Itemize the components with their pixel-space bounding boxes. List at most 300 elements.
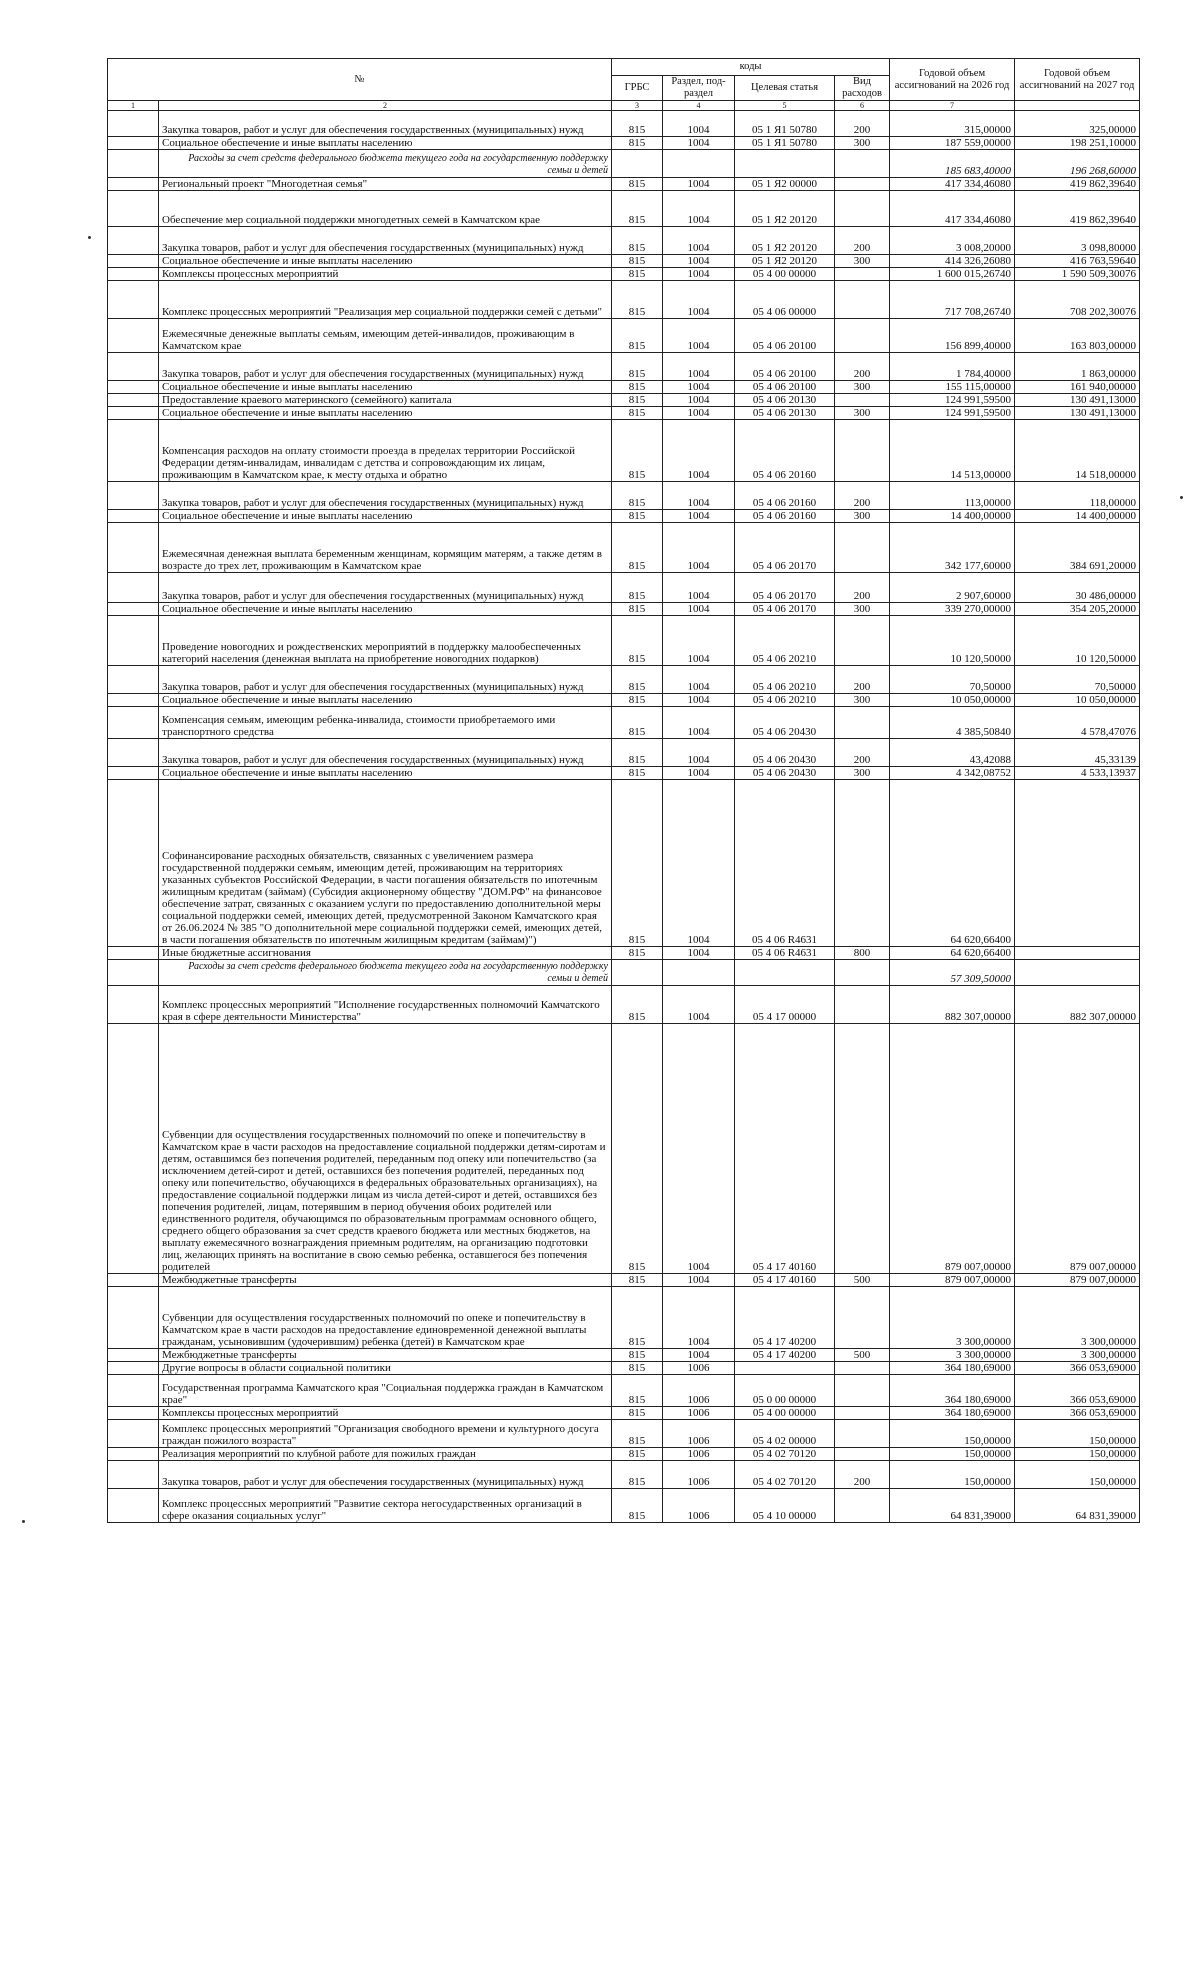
row-name: Закупка товаров, работ и услуг для обеспечения государственных (муниципальных) нужд bbox=[159, 227, 612, 255]
row-razdel: 1006 bbox=[663, 1461, 735, 1489]
row-target-article: 05 4 06 20430 bbox=[735, 739, 835, 767]
row-amount-2027: 130 491,13000 bbox=[1015, 394, 1140, 407]
row-expense-type bbox=[835, 616, 890, 666]
table-row bbox=[108, 603, 1140, 616]
row-amount-2027: 30 486,00000 bbox=[1015, 573, 1140, 603]
row-target-article: 05 4 06 R4631 bbox=[735, 947, 835, 960]
row-razdel: 1004 bbox=[663, 394, 735, 407]
row-name: Государственная программа Камчатского края "Социальная поддержка граждан в Камчатском крае" bbox=[159, 1375, 612, 1407]
row-expense-type: 300 bbox=[835, 694, 890, 707]
row-target-article: 05 4 06 00000 bbox=[735, 281, 835, 319]
row-number-cell bbox=[108, 111, 159, 137]
header-2026: Годовой объем ассигнований на 2026 год bbox=[890, 59, 1015, 101]
row-grbs: 815 bbox=[612, 394, 663, 407]
row-name: Комплекс процессных мероприятий "Исполнение государственных полномочий Камчатского края в сфере деятельности Министерства" bbox=[159, 986, 612, 1024]
row-expense-type bbox=[835, 523, 890, 573]
row-razdel: 1004 bbox=[663, 1274, 735, 1287]
row-expense-type: 300 bbox=[835, 603, 890, 616]
row-amount-2026: 124 991,59500 bbox=[890, 407, 1015, 420]
row-target-article: 05 4 00 00000 bbox=[735, 1407, 835, 1420]
table-row bbox=[108, 947, 1140, 960]
row-number-cell bbox=[108, 227, 159, 255]
scan-speck bbox=[1180, 496, 1183, 499]
table-row bbox=[108, 767, 1140, 780]
row-target-article: 05 4 06 20100 bbox=[735, 319, 835, 353]
table-row bbox=[108, 986, 1140, 1024]
row-grbs: 815 bbox=[612, 1024, 663, 1274]
row-amount-2026: 3 300,00000 bbox=[890, 1349, 1015, 1362]
row-amount-2027: 161 940,00000 bbox=[1015, 381, 1140, 394]
row-razdel: 1004 bbox=[663, 616, 735, 666]
row-amount-2026: 43,42088 bbox=[890, 739, 1015, 767]
scan-speck bbox=[88, 236, 91, 239]
row-amount-2026: 879 007,00000 bbox=[890, 1024, 1015, 1274]
row-expense-type bbox=[835, 1024, 890, 1274]
row-grbs: 815 bbox=[612, 111, 663, 137]
table-row bbox=[108, 573, 1140, 603]
row-grbs: 815 bbox=[612, 482, 663, 510]
row-grbs: 815 bbox=[612, 1375, 663, 1407]
row-grbs: 815 bbox=[612, 420, 663, 482]
row-amount-2027: 70,50000 bbox=[1015, 666, 1140, 694]
row-expense-type: 200 bbox=[835, 573, 890, 603]
row-amount-2026: 150,00000 bbox=[890, 1420, 1015, 1448]
row-expense-type bbox=[835, 1362, 890, 1375]
row-amount-2027: 3 098,80000 bbox=[1015, 227, 1140, 255]
row-amount-2027: 45,33139 bbox=[1015, 739, 1140, 767]
row-target-article bbox=[735, 150, 835, 178]
row-target-article: 05 4 06 20100 bbox=[735, 353, 835, 381]
index-2: 2 bbox=[159, 101, 612, 111]
row-target-article: 05 4 06 20430 bbox=[735, 707, 835, 739]
row-grbs: 815 bbox=[612, 603, 663, 616]
table-row bbox=[108, 510, 1140, 523]
row-amount-2026: 879 007,00000 bbox=[890, 1274, 1015, 1287]
row-grbs: 815 bbox=[612, 616, 663, 666]
row-amount-2027: 198 251,10000 bbox=[1015, 137, 1140, 150]
row-expense-type: 800 bbox=[835, 947, 890, 960]
row-name: Закупка товаров, работ и услуг для обеспечения государственных (муниципальных) нужд bbox=[159, 111, 612, 137]
row-expense-type: 300 bbox=[835, 767, 890, 780]
row-number-cell bbox=[108, 947, 159, 960]
row-name: Социальное обеспечение и иные выплаты населению bbox=[159, 381, 612, 394]
table-body bbox=[108, 111, 1140, 1523]
row-grbs: 815 bbox=[612, 255, 663, 268]
row-grbs: 815 bbox=[612, 780, 663, 947]
row-grbs: 815 bbox=[612, 191, 663, 227]
row-amount-2026: 417 334,46080 bbox=[890, 191, 1015, 227]
row-expense-type bbox=[835, 319, 890, 353]
row-target-article: 05 4 06 20160 bbox=[735, 482, 835, 510]
row-grbs: 815 bbox=[612, 281, 663, 319]
row-number-cell bbox=[108, 319, 159, 353]
row-target-article: 05 4 17 00000 bbox=[735, 986, 835, 1024]
row-target-article: 05 4 17 40160 bbox=[735, 1274, 835, 1287]
row-amount-2027: 419 862,39640 bbox=[1015, 178, 1140, 191]
row-number-cell bbox=[108, 1362, 159, 1375]
row-name: Компенсация расходов на оплату стоимости проезда в пределах территории Российской Федерации детям-инвалидам, инвалидам с детства и сопровождающим их лицам, проживающим в Камчатском крае, к месту отдыха и обратно bbox=[159, 420, 612, 482]
row-grbs: 815 bbox=[612, 353, 663, 381]
table-row bbox=[108, 694, 1140, 707]
row-amount-2027: 1 863,00000 bbox=[1015, 353, 1140, 381]
row-amount-2026: 14 400,00000 bbox=[890, 510, 1015, 523]
row-expense-type: 500 bbox=[835, 1274, 890, 1287]
table-row bbox=[108, 1274, 1140, 1287]
row-number-cell bbox=[108, 1287, 159, 1349]
row-target-article: 05 1 Я2 20120 bbox=[735, 227, 835, 255]
row-amount-2026: 417 334,46080 bbox=[890, 178, 1015, 191]
table-row bbox=[108, 1407, 1140, 1420]
row-amount-2026: 4 385,50840 bbox=[890, 707, 1015, 739]
row-expense-type: 300 bbox=[835, 381, 890, 394]
index-7b bbox=[1015, 101, 1140, 111]
row-name: Социальное обеспечение и иные выплаты населению bbox=[159, 694, 612, 707]
row-grbs bbox=[612, 960, 663, 986]
index-7a: 7 bbox=[890, 101, 1015, 111]
row-target-article: 05 4 17 40200 bbox=[735, 1349, 835, 1362]
row-amount-2026: 64 831,39000 bbox=[890, 1489, 1015, 1523]
row-amount-2027: 4 533,13937 bbox=[1015, 767, 1140, 780]
row-name: Комплекс процессных мероприятий "Реализация мер социальной поддержки семей с детьми" bbox=[159, 281, 612, 319]
row-target-article: 05 4 06 20100 bbox=[735, 381, 835, 394]
row-razdel: 1004 bbox=[663, 191, 735, 227]
row-amount-2026: 187 559,00000 bbox=[890, 137, 1015, 150]
row-amount-2026: 150,00000 bbox=[890, 1461, 1015, 1489]
row-name: Социальное обеспечение и иные выплаты населению bbox=[159, 767, 612, 780]
row-amount-2026: 70,50000 bbox=[890, 666, 1015, 694]
table-row bbox=[108, 1420, 1140, 1448]
row-amount-2026: 10 120,50000 bbox=[890, 616, 1015, 666]
row-expense-type: 200 bbox=[835, 1461, 890, 1489]
row-grbs: 815 bbox=[612, 986, 663, 1024]
row-grbs: 815 bbox=[612, 1274, 663, 1287]
index-3: 3 bbox=[612, 101, 663, 111]
row-amount-2027: 10 120,50000 bbox=[1015, 616, 1140, 666]
row-amount-2027: 14 518,00000 bbox=[1015, 420, 1140, 482]
row-razdel bbox=[663, 150, 735, 178]
row-razdel: 1004 bbox=[663, 1024, 735, 1274]
row-amount-2026: 882 307,00000 bbox=[890, 986, 1015, 1024]
row-name: Ежемесячная денежная выплата беременным женщинам, кормящим матерям, а также детям в возрасте до трех лет, проживающим в Камчатском крае bbox=[159, 523, 612, 573]
row-grbs: 815 bbox=[612, 573, 663, 603]
row-amount-2027: 14 400,00000 bbox=[1015, 510, 1140, 523]
budget-sheet bbox=[107, 58, 1139, 1523]
table-row bbox=[108, 394, 1140, 407]
row-name: Социальное обеспечение и иные выплаты населению bbox=[159, 510, 612, 523]
row-name: Предоставление краевого материнского (семейного) капитала bbox=[159, 394, 612, 407]
row-amount-2026: 4 342,08752 bbox=[890, 767, 1015, 780]
row-amount-2027: 879 007,00000 bbox=[1015, 1274, 1140, 1287]
table-row bbox=[108, 1362, 1140, 1375]
row-grbs: 815 bbox=[612, 268, 663, 281]
row-target-article: 05 1 Я1 50780 bbox=[735, 137, 835, 150]
row-grbs: 815 bbox=[612, 319, 663, 353]
row-razdel: 1004 bbox=[663, 319, 735, 353]
table-row bbox=[108, 1489, 1140, 1523]
row-name: Межбюджетные трансферты bbox=[159, 1349, 612, 1362]
row-expense-type bbox=[835, 707, 890, 739]
row-target-article: 05 4 06 20130 bbox=[735, 394, 835, 407]
row-amount-2027: 1 590 509,30076 bbox=[1015, 268, 1140, 281]
row-expense-type bbox=[835, 268, 890, 281]
row-grbs: 815 bbox=[612, 523, 663, 573]
row-target-article: 05 4 06 20160 bbox=[735, 510, 835, 523]
row-name: Закупка товаров, работ и услуг для обеспечения государственных (муниципальных) нужд bbox=[159, 1461, 612, 1489]
table-row bbox=[108, 111, 1140, 137]
row-grbs: 815 bbox=[612, 510, 663, 523]
table-row bbox=[108, 707, 1140, 739]
table-row bbox=[108, 739, 1140, 767]
row-razdel: 1006 bbox=[663, 1407, 735, 1420]
row-target-article: 05 4 10 00000 bbox=[735, 1489, 835, 1523]
row-amount-2027: 879 007,00000 bbox=[1015, 1024, 1140, 1274]
row-grbs: 815 bbox=[612, 1349, 663, 1362]
row-razdel: 1004 bbox=[663, 739, 735, 767]
row-amount-2027: 4 578,47076 bbox=[1015, 707, 1140, 739]
row-number-cell bbox=[108, 1489, 159, 1523]
row-amount-2027 bbox=[1015, 947, 1140, 960]
row-name: Закупка товаров, работ и услуг для обеспечения государственных (муниципальных) нужд bbox=[159, 739, 612, 767]
table-row bbox=[108, 780, 1140, 947]
row-grbs: 815 bbox=[612, 1448, 663, 1461]
table-row bbox=[108, 420, 1140, 482]
row-razdel: 1004 bbox=[663, 1349, 735, 1362]
row-amount-2027: 150,00000 bbox=[1015, 1448, 1140, 1461]
row-grbs: 815 bbox=[612, 707, 663, 739]
row-number-cell bbox=[108, 707, 159, 739]
row-number-cell bbox=[108, 694, 159, 707]
row-target-article: 05 4 06 20160 bbox=[735, 420, 835, 482]
row-razdel: 1004 bbox=[663, 137, 735, 150]
row-amount-2027: 150,00000 bbox=[1015, 1461, 1140, 1489]
table-row bbox=[108, 482, 1140, 510]
row-number-cell bbox=[108, 137, 159, 150]
row-razdel: 1004 bbox=[663, 381, 735, 394]
row-name: Расходы за счет средств федерального бюджета текущего года на государственную поддержку семьи и детей bbox=[159, 960, 612, 986]
row-expense-type bbox=[835, 191, 890, 227]
row-expense-type bbox=[835, 960, 890, 986]
row-target-article: 05 4 17 40200 bbox=[735, 1287, 835, 1349]
row-amount-2027: 882 307,00000 bbox=[1015, 986, 1140, 1024]
header-grbs: ГРБС bbox=[612, 76, 663, 101]
row-name: Закупка товаров, работ и услуг для обеспечения государственных (муниципальных) нужд bbox=[159, 353, 612, 381]
table-row bbox=[108, 1349, 1140, 1362]
row-number-cell bbox=[108, 281, 159, 319]
row-razdel: 1004 bbox=[663, 111, 735, 137]
row-grbs: 815 bbox=[612, 947, 663, 960]
row-number-cell bbox=[108, 178, 159, 191]
row-target-article: 05 1 Я2 20120 bbox=[735, 191, 835, 227]
row-grbs: 815 bbox=[612, 381, 663, 394]
row-razdel: 1004 bbox=[663, 707, 735, 739]
row-target-article: 05 1 Я1 50780 bbox=[735, 111, 835, 137]
row-target-article: 05 4 06 20130 bbox=[735, 407, 835, 420]
row-amount-2027 bbox=[1015, 960, 1140, 986]
row-name: Межбюджетные трансферты bbox=[159, 1274, 612, 1287]
row-target-article: 05 4 06 20170 bbox=[735, 573, 835, 603]
note-row bbox=[108, 150, 1140, 178]
row-name: Закупка товаров, работ и услуг для обеспечения государственных (муниципальных) нужд bbox=[159, 573, 612, 603]
row-razdel: 1006 bbox=[663, 1362, 735, 1375]
row-name: Социальное обеспечение и иные выплаты населению bbox=[159, 407, 612, 420]
row-amount-2027: 163 803,00000 bbox=[1015, 319, 1140, 353]
row-razdel: 1004 bbox=[663, 780, 735, 947]
row-number-cell bbox=[108, 268, 159, 281]
row-name: Субвенции для осуществления государственных полномочий по опеке и попечительству в Камчатском крае в части расходов на предоставление единовременной денежной выплаты гражданам, усыновившим (удочерившим) ребенка (детей) в Камчатском крае bbox=[159, 1287, 612, 1349]
row-razdel: 1004 bbox=[663, 523, 735, 573]
row-amount-2027: 130 491,13000 bbox=[1015, 407, 1140, 420]
row-amount-2027: 419 862,39640 bbox=[1015, 191, 1140, 227]
table-row bbox=[108, 1287, 1140, 1349]
row-razdel: 1004 bbox=[663, 767, 735, 780]
table-row bbox=[108, 1461, 1140, 1489]
note-row bbox=[108, 960, 1140, 986]
row-number-cell bbox=[108, 1024, 159, 1274]
row-name: Региональный проект "Многодетная семья" bbox=[159, 178, 612, 191]
row-target-article: 05 4 06 R4631 bbox=[735, 780, 835, 947]
row-expense-type: 200 bbox=[835, 482, 890, 510]
row-amount-2026: 64 620,66400 bbox=[890, 780, 1015, 947]
row-number-cell bbox=[108, 739, 159, 767]
header-vid: Вид расходов bbox=[835, 76, 890, 101]
row-grbs: 815 bbox=[612, 407, 663, 420]
row-razdel: 1006 bbox=[663, 1489, 735, 1523]
row-amount-2027: 384 691,20000 bbox=[1015, 523, 1140, 573]
row-expense-type bbox=[835, 1287, 890, 1349]
row-amount-2027: 3 300,00000 bbox=[1015, 1287, 1140, 1349]
row-razdel: 1006 bbox=[663, 1375, 735, 1407]
row-amount-2026: 364 180,69000 bbox=[890, 1362, 1015, 1375]
row-number-cell bbox=[108, 1420, 159, 1448]
row-name: Закупка товаров, работ и услуг для обеспечения государственных (муниципальных) нужд bbox=[159, 666, 612, 694]
row-number-cell bbox=[108, 482, 159, 510]
row-razdel: 1006 bbox=[663, 1448, 735, 1461]
row-amount-2026: 150,00000 bbox=[890, 1448, 1015, 1461]
row-name: Софинансирование расходных обязательств, связанных с увеличением размера государственной поддержки семьям, имеющим детей, проживающим на территориях указанных субъектов Российской Федерации, в части погашения обязательств по ипотечным жилищным кредитам (займам) (Субсидия акционерному обществу "ДОМ.РФ" на финансовое обеспечение затрат, связанных с оказанием услуги по предоставлению дополнительной меры социальной поддержки семей, имеющих детей, предусмотренной Законом Камчатского края от 26.06.2024 № 385 "О дополнительной мере социальной поддержки семей, имеющих детей, в части погашения обязательств по ипотечным жилищным кредитам (займам)") bbox=[159, 780, 612, 947]
row-name: Комплексы процессных мероприятий bbox=[159, 268, 612, 281]
row-razdel: 1004 bbox=[663, 268, 735, 281]
row-amount-2026: 185 683,40000 bbox=[890, 150, 1015, 178]
table-row bbox=[108, 407, 1140, 420]
row-name: Расходы за счет средств федерального бюджета текущего года на государственную поддержку семьи и детей bbox=[159, 150, 612, 178]
header-codes: коды bbox=[612, 59, 890, 76]
row-amount-2027: 366 053,69000 bbox=[1015, 1375, 1140, 1407]
row-number-cell bbox=[108, 1448, 159, 1461]
row-number-cell bbox=[108, 573, 159, 603]
row-amount-2027: 366 053,69000 bbox=[1015, 1362, 1140, 1375]
row-name: Иные бюджетные ассигнования bbox=[159, 947, 612, 960]
row-expense-type: 200 bbox=[835, 353, 890, 381]
row-amount-2027: 118,00000 bbox=[1015, 482, 1140, 510]
header-2027: Годовой объем ассигнований на 2027 год bbox=[1015, 59, 1140, 101]
row-razdel: 1004 bbox=[663, 603, 735, 616]
row-razdel: 1004 bbox=[663, 420, 735, 482]
row-amount-2026: 315,00000 bbox=[890, 111, 1015, 137]
row-expense-type: 300 bbox=[835, 407, 890, 420]
header-razdel: Раздел, под-раздел bbox=[663, 76, 735, 101]
table-row bbox=[108, 381, 1140, 394]
row-name: Ежемесячные денежные выплаты семьям, имеющим детей-инвалидов, проживающим в Камчатском крае bbox=[159, 319, 612, 353]
row-amount-2026: 3 300,00000 bbox=[890, 1287, 1015, 1349]
table-row bbox=[108, 1375, 1140, 1407]
row-number-cell bbox=[108, 960, 159, 986]
row-razdel: 1004 bbox=[663, 573, 735, 603]
row-amount-2027: 354 205,20000 bbox=[1015, 603, 1140, 616]
row-grbs: 815 bbox=[612, 739, 663, 767]
row-grbs: 815 bbox=[612, 666, 663, 694]
row-amount-2026: 1 784,40000 bbox=[890, 353, 1015, 381]
row-number-cell bbox=[108, 523, 159, 573]
row-number-cell bbox=[108, 353, 159, 381]
row-amount-2026: 364 180,69000 bbox=[890, 1375, 1015, 1407]
row-target-article: 05 4 06 20210 bbox=[735, 616, 835, 666]
row-name: Комплекс процессных мероприятий "Развитие сектора негосударственных организаций в сфере оказания социальных услуг" bbox=[159, 1489, 612, 1523]
row-name: Комплекс процессных мероприятий "Организация свободного времени и культурного досуга граждан пожилого возраста" bbox=[159, 1420, 612, 1448]
row-razdel: 1004 bbox=[663, 947, 735, 960]
table-row bbox=[108, 137, 1140, 150]
row-expense-type bbox=[835, 281, 890, 319]
row-amount-2026: 124 991,59500 bbox=[890, 394, 1015, 407]
row-amount-2026: 64 620,66400 bbox=[890, 947, 1015, 960]
row-amount-2027: 366 053,69000 bbox=[1015, 1407, 1140, 1420]
row-target-article: 05 4 06 20430 bbox=[735, 767, 835, 780]
table-row bbox=[108, 281, 1140, 319]
row-amount-2027: 3 300,00000 bbox=[1015, 1349, 1140, 1362]
row-name: Социальное обеспечение и иные выплаты населению bbox=[159, 137, 612, 150]
index-6: 6 bbox=[835, 101, 890, 111]
row-razdel: 1004 bbox=[663, 1287, 735, 1349]
row-razdel: 1004 bbox=[663, 227, 735, 255]
row-name: Социальное обеспечение и иные выплаты населению bbox=[159, 603, 612, 616]
row-number-cell bbox=[108, 1461, 159, 1489]
row-number-cell bbox=[108, 1274, 159, 1287]
row-amount-2027: 708 202,30076 bbox=[1015, 281, 1140, 319]
row-name: Социальное обеспечение и иные выплаты населению bbox=[159, 255, 612, 268]
row-name: Закупка товаров, работ и услуг для обеспечения государственных (муниципальных) нужд bbox=[159, 482, 612, 510]
table-row bbox=[108, 666, 1140, 694]
row-grbs bbox=[612, 150, 663, 178]
header-number: № bbox=[108, 59, 612, 101]
row-expense-type bbox=[835, 1420, 890, 1448]
row-name: Компенсация семьям, имеющим ребенка-инвалида, стоимости приобретаемого ими транспортного средства bbox=[159, 707, 612, 739]
row-amount-2026: 717 708,26740 bbox=[890, 281, 1015, 319]
row-name: Другие вопросы в области социальной политики bbox=[159, 1362, 612, 1375]
row-razdel: 1004 bbox=[663, 510, 735, 523]
row-target-article: 05 4 06 20170 bbox=[735, 523, 835, 573]
row-name: Проведение новогодних и рождественских мероприятий в поддержку малообеспеченных категорий населения (денежная выплата на приобретение новогодних подарков) bbox=[159, 616, 612, 666]
row-expense-type: 200 bbox=[835, 227, 890, 255]
row-grbs: 815 bbox=[612, 1362, 663, 1375]
row-amount-2027: 325,00000 bbox=[1015, 111, 1140, 137]
row-expense-type bbox=[835, 1489, 890, 1523]
row-grbs: 815 bbox=[612, 1287, 663, 1349]
row-expense-type: 200 bbox=[835, 666, 890, 694]
row-amount-2026: 155 115,00000 bbox=[890, 381, 1015, 394]
budget-table bbox=[107, 58, 1140, 1523]
table-row bbox=[108, 523, 1140, 573]
row-number-cell bbox=[108, 420, 159, 482]
row-amount-2027: 10 050,00000 bbox=[1015, 694, 1140, 707]
row-expense-type bbox=[835, 420, 890, 482]
row-amount-2026: 339 270,00000 bbox=[890, 603, 1015, 616]
row-number-cell bbox=[108, 986, 159, 1024]
row-razdel: 1006 bbox=[663, 1420, 735, 1448]
row-expense-type bbox=[835, 1375, 890, 1407]
row-expense-type bbox=[835, 150, 890, 178]
row-number-cell bbox=[108, 394, 159, 407]
row-amount-2026: 1 600 015,26740 bbox=[890, 268, 1015, 281]
row-grbs: 815 bbox=[612, 227, 663, 255]
